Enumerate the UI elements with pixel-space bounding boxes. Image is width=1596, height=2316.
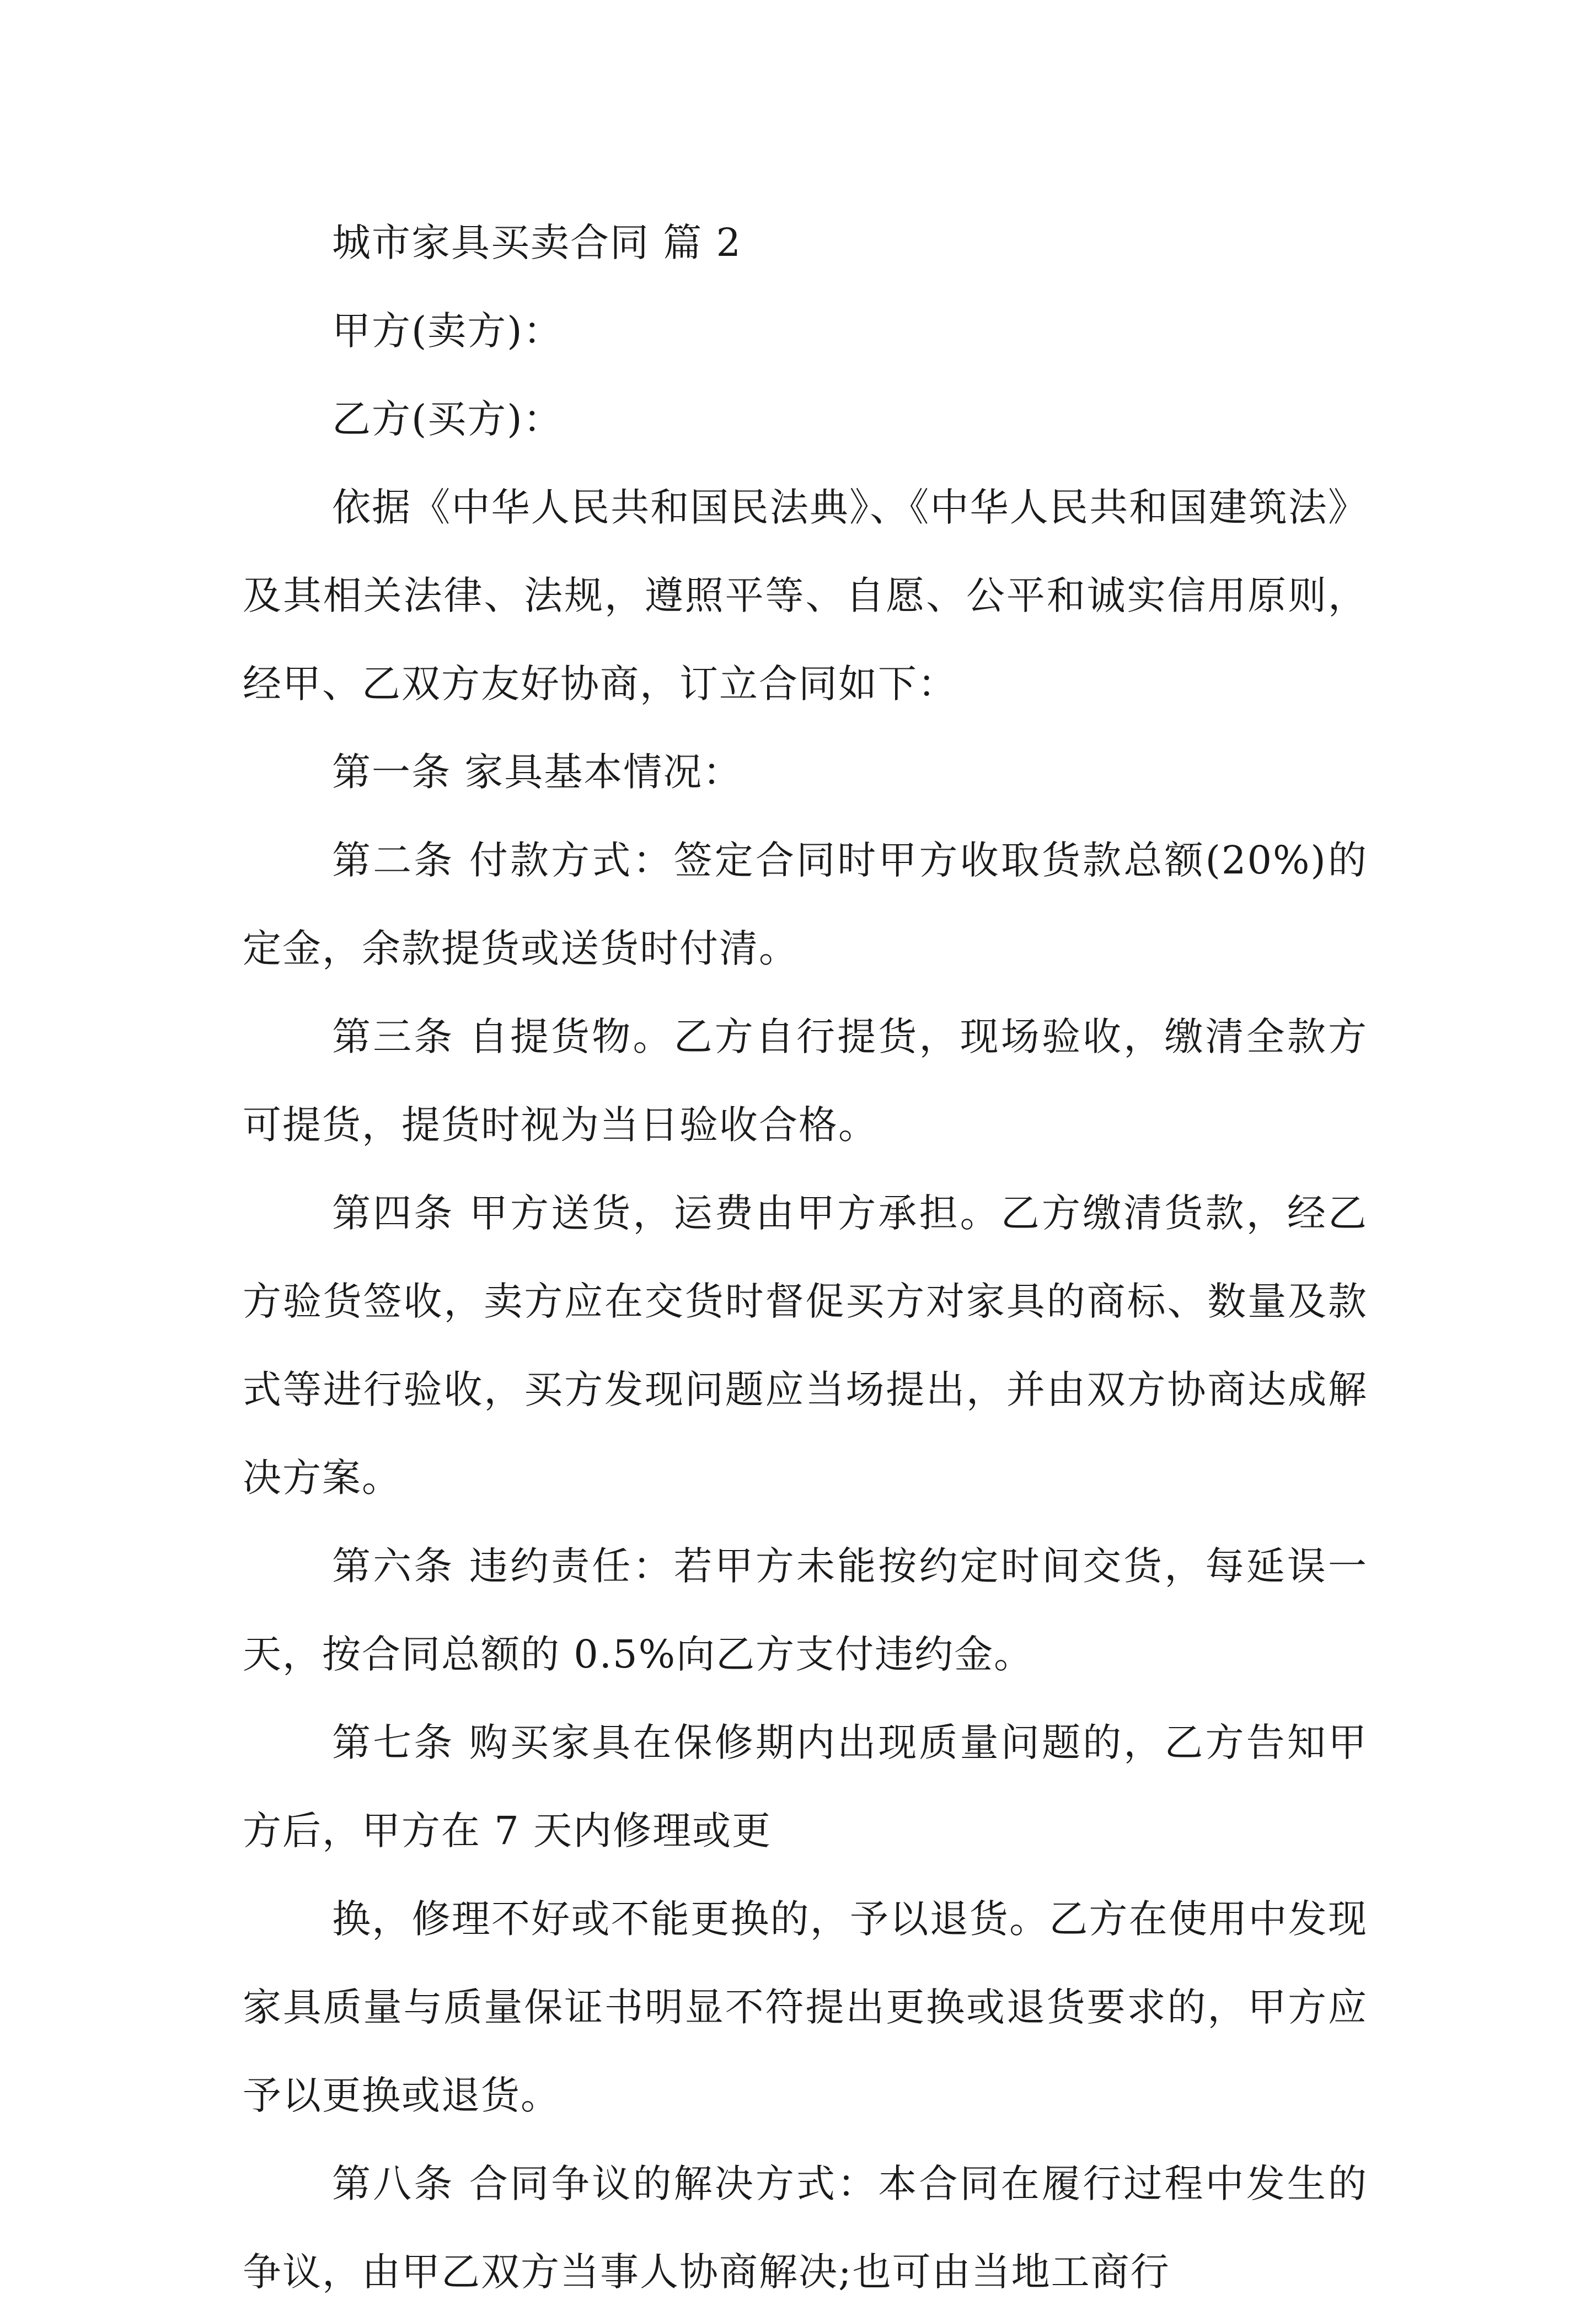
document-title: 城市家具买卖合同 篇 2 bbox=[332, 220, 742, 265]
article-7-continuation-paragraph: 换，修理不好或不能更换的，予以退货。乙方在使用中发现家具质量与质量保证书明显不符提出更换或退货要求的，甲方应予以更换或退货。 bbox=[243, 1896, 1368, 2118]
article-1-paragraph: 第一条 家具基本情况： bbox=[332, 749, 743, 795]
party-b-line: 乙方(买方)： bbox=[332, 396, 563, 442]
article-4-paragraph: 第四条 甲方送货，运费由甲方承担。乙方缴清货款，经乙方验货签收，卖方应在交货时督促买方对家具的商标、数量及款式等进行验收，买方发现问题应当场提出，并由双方协商达成解决方案。 bbox=[243, 1191, 1368, 1500]
party-a-line: 甲方(卖方)： bbox=[332, 308, 563, 353]
article-7-paragraph: 第七条 购买家具在保修期内出现质量问题的，乙方告知甲方后，甲方在 7 天内修理或更 bbox=[243, 1720, 1368, 1853]
preamble-paragraph: 依据《中华人民共和国民法典》、《中华人民共和国建筑法》及其相关法律、法规，遵照平等、自愿、公平和诚实信用原则，经甲、乙双方友好协商，订立合同如下： bbox=[243, 485, 1368, 706]
document-body bbox=[243, 199, 1368, 2316]
article-3-paragraph: 第三条 自提货物。乙方自行提货，现场验收，缴清全款方可提货，提货时视为当日验收合格。 bbox=[243, 1014, 1368, 1148]
article-8-paragraph: 第八条 合同争议的解决方式：本合同在履行过程中发生的争议，由甲乙双方当事人协商解决;也可由当地工商行 bbox=[243, 2161, 1368, 2294]
article-2-paragraph: 第二条 付款方式：签定合同时甲方收取货款总额(20%)的定金，余款提货或送货时付清。 bbox=[243, 838, 1368, 971]
article-6-paragraph: 第六条 违约责任：若甲方未能按约定时间交货，每延误一天，按合同总额的 0.5%向乙方支付违约金。 bbox=[243, 1543, 1368, 1677]
